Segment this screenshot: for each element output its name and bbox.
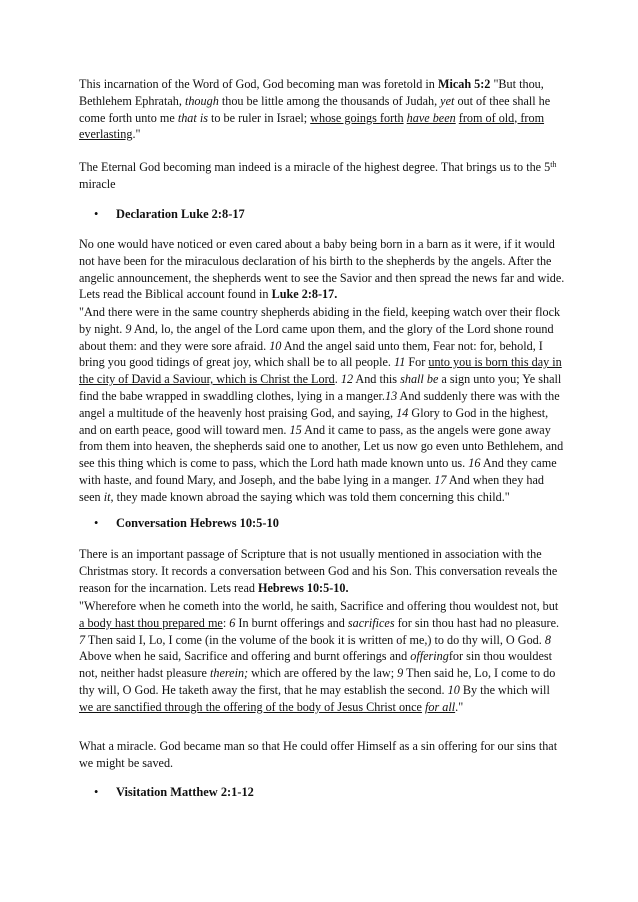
bullet-icon: • [94,207,99,221]
bullet-icon: • [94,516,99,530]
bullet-conversation [94,515,279,532]
paragraph-conversation-intro: There is an important passage of Scripture that is not usually mentioned in association with the Christmas story. It records a conversation between God and his Son. This conversation reveals the reason for the incarnation. Lets read Hebrews 10:5-10. [79,547,558,595]
scripture-reference: Micah 5:2 [437,77,491,91]
bullet-visitation [94,784,254,801]
paragraph-what-a-miracle: What a miracle. God became man so that He could offer Himself as a sin offering for our sins that we might be saved. [79,739,558,770]
section-heading: Declaration Luke 2:8-17 [116,207,245,221]
paragraph-hebrews-passage: "Wherefore when he cometh into the world, he saith, Sacrifice and offering thou wouldest not, but a body hast thou prepared me: 6 In burnt offerings and sacrifices for sin thou hast had no pleasure. 7 Then said I, Lo, I come (in the volume of the book it is written of me,) to do thy will, O God. 8 Above when he said, Sacrifice and offering and burnt offerings and offeringfor sin thou wouldest not, neither hadst pleasure therein; which are offered by the law; 9 Then said he, Lo, I come to do thy will, O God. He taketh away the first, that he may establish the second. 10 By the which will we are sanctified through the offering of the body of Jesus Christ once for all." [79,599,560,714]
paragraph-declaration-intro: No one would have noticed or even cared about a baby being born in a barn as it were, if it would not have been for the miraculous declaration of his birth to the shepherds by the angels. After the angelic announcement, the shepherds went to see the Savior and then spread the news far and wide. Lets read the Biblical account found in Luke 2:8-17. [79,237,565,302]
section-heading: Conversation Hebrews 10:5-10 [116,516,279,530]
bullet-declaration [94,206,245,223]
scripture-reference: Hebrews 10:5-10. [258,580,349,595]
section-heading: Visitation Matthew 2:1-12 [116,785,254,799]
bullet-icon: • [94,785,99,799]
scripture-reference: Luke 2:8-17. [271,287,338,302]
paragraph-eternal-god: The Eternal God becoming man indeed is a miracle of the highest degree. That brings us to the 5th miracle [79,160,557,191]
paragraph-luke-passage: "And there were in the same country shepherds abiding in the field, keeping watch over their flock by night. 9 And, lo, the angel of the Lord came upon them, and the glory of the Lord shone round about them: and they were sore afraid. 10 And the angel said unto them, Fear not: for, behold, I bring you good tidings of great joy, which shall be to all people. 11 For unto you is born this day in the city of David a Saviour, which is Christ the Lord. 12 And this shall be a sign unto you; Ye shall find the babe wrapped in swaddling clothes, lying in a manger.13 And suddenly there was with the angel a multitude of the heavenly host praising God, and saying, 14 Glory to God in the highest, and on earth peace, good will toward men. 15 And it came to pass, as the angels were gone away from them into heaven, the shepherds said one to another, Let us now go even unto Bethlehem, and see this thing which is come to pass, which the Lord hath made known unto us. 16 And they came with haste, and found Mary, and Joseph, and the babe lying in a manger. 17 And when they had seen it, they made known abroad the saying which was told them concerning this child." [79,305,564,504]
paragraph-micah: This incarnation of the Word of God, God becoming man was foretold in Micah 5:2 "But thou, Bethlehem Ephratah, though thou be little among the thousands of Judah, yet out of thee shall he come forth unto me that is to be ruler in Israel; whose goings forth have been from of old, from everlasting." [79,77,551,142]
